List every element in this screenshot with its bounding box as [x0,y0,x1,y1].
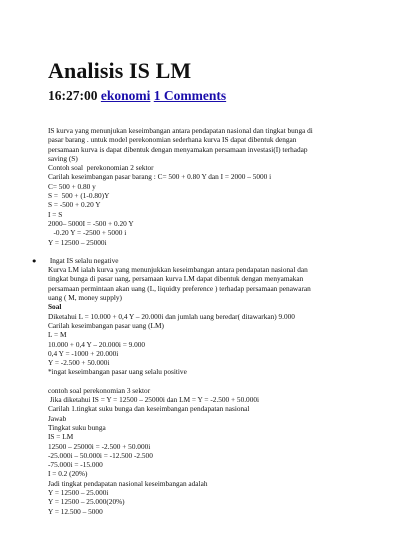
text-line: Diketahui L = 10.000 + 0,4 Y – 20.000i dan jumlah uang beredar( ditawarkan) 9.000 [48,311,295,321]
post-content [32,126,348,516]
lm-intro [48,265,348,302]
text-line: contoh soal perekonomian 3 sektor [48,385,151,395]
text-line: S = 500 + (1-0.80)Y [48,191,110,201]
text-line: S = -500 + 0.20 Y [48,200,101,210]
text-line: -0.20 Y = -2500 + 5000 i [48,228,127,238]
category-link[interactable]: ekonomi [100,88,151,103]
text-line: *ingat keseimbangan pasar uang selalu positive [48,367,187,377]
text-line: Jadi tingkat pendapatan nasional keseimbangan adalah [48,478,208,488]
text-line: Carilah keseimbangan pasar uang (LM) [48,320,164,330]
post-title: Analisis IS LM [48,58,192,83]
text-line: tingkat bunga di pasar uang, persamaan kurva LM dapat dibentuk dengan menyamakan [48,274,304,284]
text-line: uang ( M, money supply) [48,293,122,303]
text-line: Y = 12500 – 25.000i [48,487,109,497]
post-meta [48,88,226,104]
text-line: 10.000 + 0,4 Y – 20.000i = 9.000 [48,339,146,349]
text-line: Y = -2.500 + 50.000i [48,358,110,368]
text-line: 12500 – 25000i = -2.500 + 50.000i [48,441,151,451]
text-line: persamaan kurva is dapat dibentuk dengan menyamakan persamaan investasi(I) terhadap [48,144,308,154]
text-line: Contoh soal perekonomian 2 sektor [48,163,154,173]
text-line: Jika diketahui IS = Y = 12500 – 25000i dan LM = Y = -2.500 + 50.000i [48,395,260,405]
text-line: persamaan permintaan akan uang (L, liquidty preference ) terhadap persamaan penawaran [48,283,311,293]
lm-example [48,312,348,377]
text-line: Tingkat suku bunga [48,422,106,432]
comments-link[interactable]: 1 Comments [153,88,227,103]
text-line: Jawab [48,413,67,423]
text-line: I = S [48,209,63,219]
text-line: Y = 12.500 – 5000 [48,506,103,516]
text-line: Kurva LM ialah kurva yang menunjukkan keseimbangan antara pendapatan nasional dan [48,265,308,275]
text-line: C= 500 + 0.80 y [48,181,96,191]
text-line: L = M [48,330,67,340]
post-time: 16:27:00 [48,88,98,103]
soal-label: Soal [48,302,62,312]
text-line: Y = 12500 – 25000i [48,237,107,247]
text-line: 2000– 5000I = -500 + 0.20 Y [48,218,134,228]
text-line: -25.000i – 50.000i = -12.500 -2.500 [48,450,153,460]
text-line: IS kurva yang menunjukan keseimbangan antara pendapatan nasional dan tingkat bunga di [48,126,313,135]
text-line: IS = LM [48,432,74,442]
text-line: 0,4 Y = -1000 + 20.000i [48,348,119,358]
text-line: -75.000i = -15.000 [48,460,103,470]
text-line: Carilah keseimbangan pasar barang : C= 500 + 0.80 Y dan I = 2000 – 5000 i [48,172,272,182]
bullet-icon: ● [32,255,37,265]
text-line: Carilah 1.tingkat suku bunga dan keseimbangan pendapatan nasional [48,404,250,414]
text-line: Y = 12500 – 25.000(20%) [48,497,125,507]
is-curve-section [48,126,348,247]
text-line: saving (S) [48,153,78,163]
bullet-heading: Ingat IS selalu negative [48,255,119,265]
three-sector-example [48,386,348,516]
text-line: I = 0.2 (20%) [48,469,88,479]
text-line: pasar barang . untuk model perekonomian sederhana kurva IS dapat dibentuk dengan [48,135,297,145]
lm-section [32,255,348,377]
